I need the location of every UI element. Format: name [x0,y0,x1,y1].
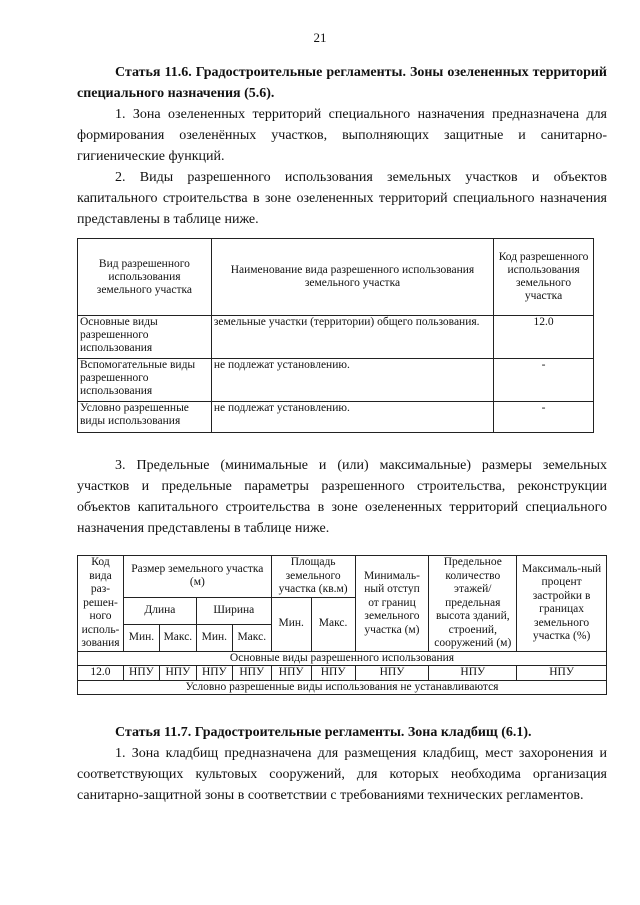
section-row [78,651,607,666]
table-cell: НПУ [429,666,517,681]
header-cell: Макс. [159,624,196,651]
header-cell: Ширина [196,597,271,624]
paragraph: 1. Зона озелененных территорий специального назначения предназначена для формирования озеленённых участков, выполняющих защитные и санитарно-гигиенические функций. [77,107,607,164]
section-cell: Основные виды разрешенного использования [78,651,607,666]
paragraph-3-block [77,455,607,539]
article-11-6 [77,62,607,230]
header-cell: Мин. [196,624,232,651]
paragraph: 3. Предельные (минимальные и (или) максимальные) размеры земельных участков и предельные параметры разрешенного строительства, реконструкции объектов капитального строительства в зоне озелененных территорий специального назначения представлены в таблице ниже. [77,458,607,536]
header-cell: Длина [123,597,196,624]
table-header-row [78,239,594,316]
header-cell: Макс. [311,597,355,651]
table-row [78,316,594,359]
table-cell: НПУ [271,666,311,681]
table-row [78,359,594,402]
header-cell: Мин. [123,624,159,651]
table-cell: - [494,359,594,402]
header-cell: Максималь-ный процент застройки в границах земельного участка (%) [517,556,607,652]
table-row [78,402,594,433]
table-cell: 12.0 [494,316,594,359]
table-cell: не подлежат установлению. [211,359,493,402]
header-cell: Минималь-ный отступ от границ земельного участка (м) [355,556,429,652]
header-cell: Вид разрешенного использования земельного участка [78,239,212,316]
header-cell: Предельное количество этажей/ предельная высота зданий, строений, сооружений (м) [429,556,517,652]
table-cell: НПУ [355,666,429,681]
parameters-table [77,555,607,695]
table-row [78,666,607,681]
section-cell: Условно разрешенные виды использования не устанавливаются [78,680,607,695]
section-row [78,680,607,695]
table-cell: 12.0 [78,666,124,681]
table-cell: НПУ [232,666,271,681]
table-cell: земельные участки (территории) общего пользования. [211,316,493,359]
table-cell: - [494,402,594,433]
article-heading: Статья 11.6. Градостроительные регламенты. Зоны озелененных территорий специального назначения (5.6). [77,65,607,101]
table-cell: НПУ [517,666,607,681]
page-number: 21 [313,30,327,45]
header-cell: Код вида раз-решен-ного исполь-зования [78,556,124,652]
table-cell: Условно разрешенные виды использования [78,402,212,433]
table-cell: НПУ [196,666,232,681]
header-cell: Мин. [271,597,311,651]
paragraph: 2. Виды разрешенного использования земельных участков и объектов капитального строительства в зоне озелененных территорий специального назначения представлены в таблице ниже. [77,170,607,227]
table-cell: Основные виды разрешенного использования [78,316,212,359]
header-cell: Наименование вида разрешенного использования земельного участка [211,239,493,316]
permitted-use-table [77,238,594,433]
table-header-row [78,556,607,598]
table-cell: Вспомогательные виды разрешенного использования [78,359,212,402]
header-cell: Код разрешенного использования земельного участка [494,239,594,316]
header-cell: Макс. [232,624,271,651]
article-heading: Статья 11.7. Градостроительные регламенты. Зона кладбищ (6.1). [115,725,532,740]
table-cell: не подлежат установлению. [211,402,493,433]
header-cell: Площадь земельного участка (кв.м) [271,556,355,598]
table-cell: НПУ [159,666,196,681]
header-cell: Размер земельного участка (м) [123,556,271,598]
table-cell: НПУ [123,666,159,681]
paragraph: 1. Зона кладбищ предназначена для размещения кладбищ, мест захоронения и соответствующих культовых сооружений, для которых необходима организация санитарно-защитной зоны в соответствии с требованиями технических регламентов. [77,746,607,803]
article-11-7 [77,722,607,806]
table-cell: НПУ [311,666,355,681]
